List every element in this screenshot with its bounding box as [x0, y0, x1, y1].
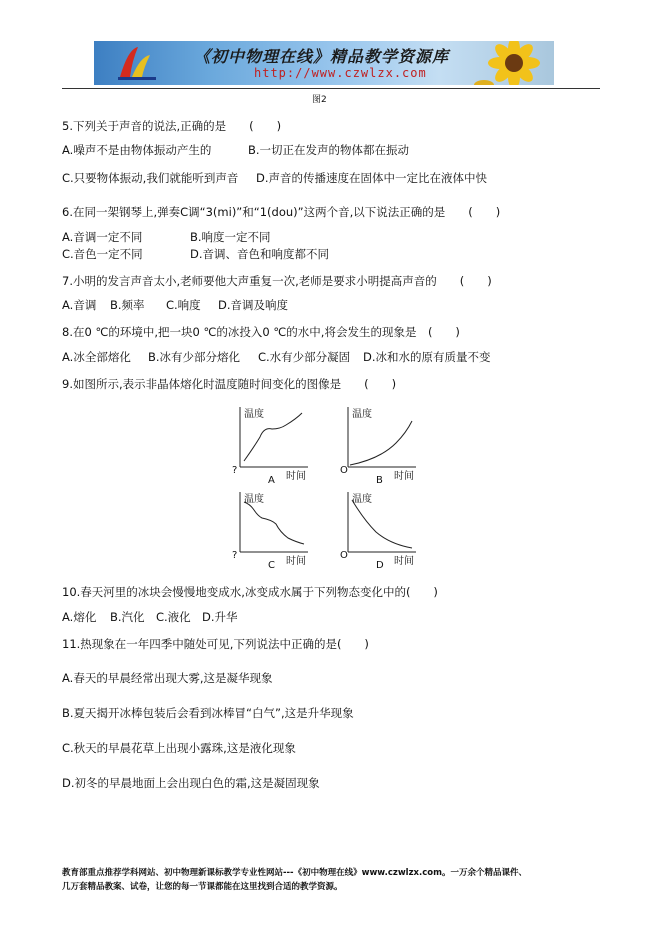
header-divider — [62, 88, 600, 89]
q8-option-c[interactable]: C.水有少部分凝固 — [258, 350, 351, 364]
question-6-stem: 6.在同一架钢琴上,弹奏C调“3(mi)”和“1(dou)”这两个音,以下说法正确的是 ( ) — [62, 205, 501, 219]
footer-line-1: 教育部重点推荐学科网站、初中物理新课标教学专业性网站---《初中物理在线》www.czwlzx.com。一万余个精品课件、 — [62, 868, 527, 878]
q10-option-c[interactable]: C.液化 — [156, 610, 191, 624]
graph-c-ylabel: 温度 — [244, 494, 264, 505]
header-banner — [94, 41, 554, 85]
q7-option-d[interactable]: D.音调及响度 — [218, 298, 289, 312]
q10-option-b[interactable]: B.汽化 — [110, 610, 145, 624]
footer — [62, 866, 527, 894]
graph-b-letter: B — [376, 475, 383, 486]
graph-a-origin: ? — [232, 465, 238, 476]
q10-option-a[interactable]: A.熔化 — [62, 610, 97, 624]
q11-option-a[interactable]: A.春天的早晨经常出现大雾,这是凝华现象 — [62, 671, 273, 685]
question-7-stem: 7.小明的发言声音太小,老师要他大声重复一次,老师是要求小明提高声音的 ( ) — [62, 274, 492, 288]
graph-b[interactable] — [340, 403, 420, 485]
graph-c-origin: ? — [232, 550, 238, 561]
graph-a[interactable] — [232, 403, 312, 485]
graph-c-letter: C — [268, 560, 275, 571]
graph-a-letter: A — [268, 475, 275, 486]
graph-d-letter: D — [376, 560, 384, 571]
q8-option-d[interactable]: D.冰和水的原有质量不变 — [363, 350, 491, 364]
q5-option-c[interactable]: C.只要物体振动,我们就能听到声音 — [62, 171, 239, 185]
question-11-stem: 11.热现象在一年四季中随处可见,下列说法中正确的是( ) — [62, 637, 369, 651]
graph-c-xlabel: 时间 — [286, 556, 306, 567]
graph-a-xlabel: 时间 — [286, 471, 306, 482]
footer-line-2: 几万套精品教案、试卷，让您的每一节课都能在这里找到合适的教学资源。 — [62, 882, 343, 892]
graph-b-ylabel: 温度 — [352, 409, 372, 420]
q6-option-a[interactable]: A.音调一定不同 — [62, 230, 143, 244]
graph-d[interactable] — [340, 488, 420, 570]
question-10-stem: 10.春天河里的冰块会慢慢地变成水,冰变成水属于下列物态变化中的( ) — [62, 585, 438, 599]
graph-b-origin: O — [340, 465, 348, 476]
graph-b-xlabel: 时间 — [394, 471, 414, 482]
graph-a-ylabel: 温度 — [244, 409, 264, 420]
sunflower-icon — [474, 41, 554, 85]
q6-option-d[interactable]: D.音调、音色和响度都不同 — [190, 247, 330, 261]
q6-option-b[interactable]: B.响度一定不同 — [190, 230, 271, 244]
graph-d-origin: O — [340, 550, 348, 561]
site-logo-icon — [114, 43, 162, 83]
q8-option-b[interactable]: B.冰有少部分熔化 — [148, 350, 241, 364]
q8-option-a[interactable]: A.冰全部熔化 — [62, 350, 131, 364]
banner-url[interactable]: http://www.czwlzx.com — [254, 66, 427, 80]
q11-option-d[interactable]: D.初冬的早晨地面上会出现白色的霜,这是凝固现象 — [62, 776, 320, 790]
graph-d-ylabel: 温度 — [352, 494, 372, 505]
question-5-stem: 5.下列关于声音的说法,正确的是 ( ) — [62, 119, 282, 133]
q7-option-b[interactable]: B.频率 — [110, 298, 145, 312]
q11-option-b[interactable]: B.夏天揭开冰棒包装后会看到冰棒冒“白气”,这是升华现象 — [62, 706, 354, 720]
q6-option-c[interactable]: C.音色一定不同 — [62, 247, 143, 261]
graph-d-xlabel: 时间 — [394, 556, 414, 567]
q7-option-c[interactable]: C.响度 — [166, 298, 201, 312]
q10-option-d[interactable]: D.升华 — [202, 610, 238, 624]
graph-c[interactable] — [232, 488, 312, 570]
q5-option-b[interactable]: B.一切正在发声的物体都在振动 — [248, 143, 410, 157]
q11-option-c[interactable]: C.秋天的早晨花草上出现小露珠,这是液化现象 — [62, 741, 296, 755]
figure-caption: 图2 — [312, 95, 327, 105]
question-8-stem: 8.在0 ℃的环境中,把一块0 ℃的冰投入0 ℃的水中,将会发生的现象是 ( ) — [62, 325, 460, 339]
question-9-stem: 9.如图所示,表示非晶体熔化时温度随时间变化的图像是 ( ) — [62, 377, 397, 391]
q5-option-a[interactable]: A.噪声不是由物体振动产生的 — [62, 143, 212, 157]
q7-option-a[interactable]: A.音调 — [62, 298, 97, 312]
q5-option-d[interactable]: D.声音的传播速度在固体中一定比在液体中快 — [256, 171, 488, 185]
banner-title: 《初中物理在线》精品教学资源库 — [194, 47, 450, 66]
